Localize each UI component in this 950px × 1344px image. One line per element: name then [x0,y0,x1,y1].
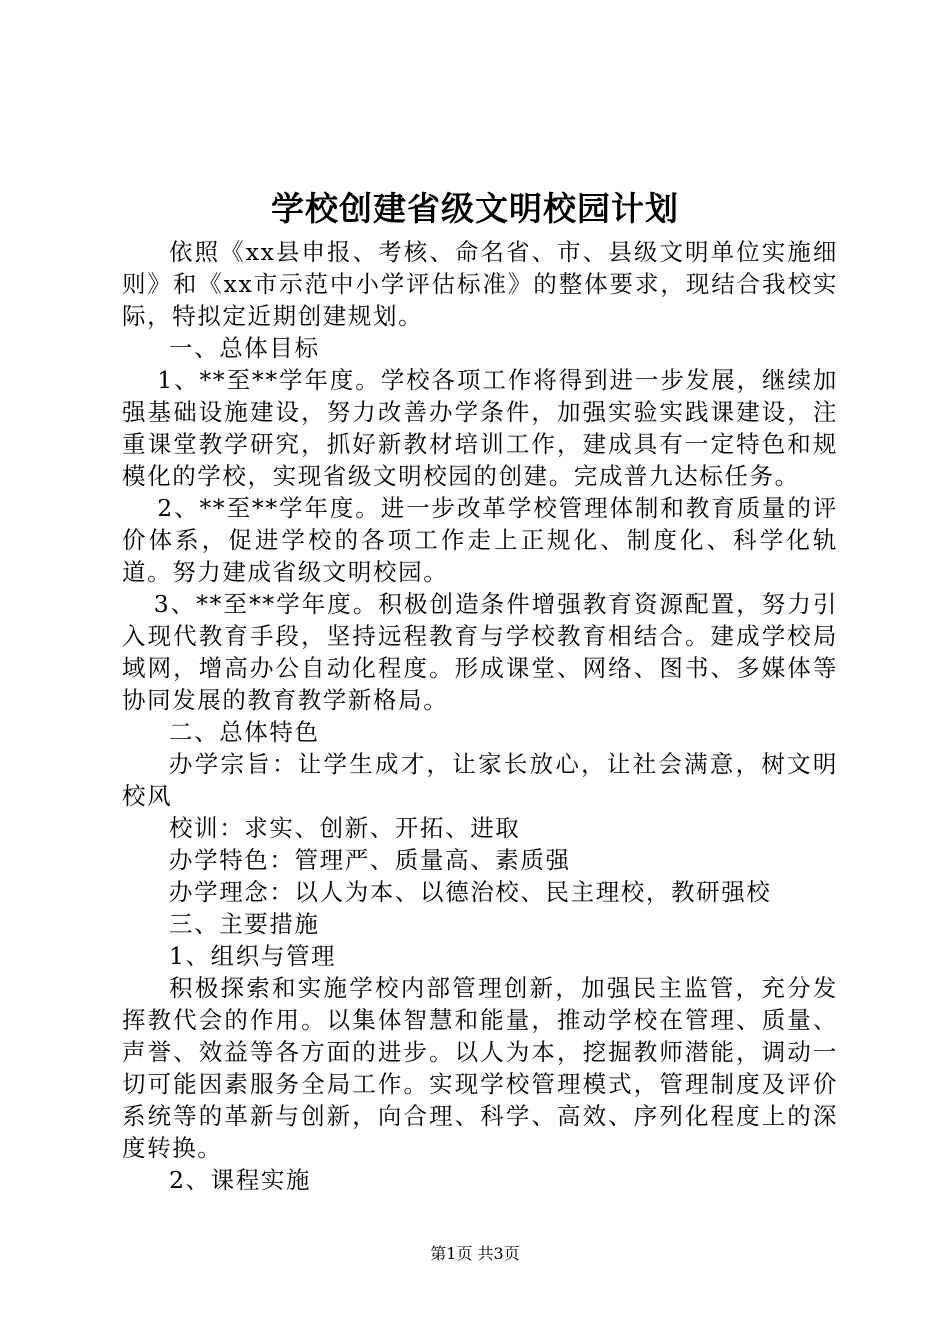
goal-paragraph-3: 3、**至**学年度。积极创造条件增强教育资源配置，努力引入现代教育手段，坚持远程教育与学校教育相结合。建成学校局域网，增高办公自动化程度。形成课堂、网络、图书、多媒体等协同发展的教育教学新格局。 [122,590,838,714]
feature-motto: 校训：求实、创新、开拓、进取 [169,814,521,842]
document-body [122,236,838,1196]
feature-mission: 办学宗旨：让学生成才，让家长放心，让社会满意，树文明校风 [122,750,838,810]
document-title: 学校创建省级文明校园计划 [271,189,679,228]
subsection-heading-curriculum: 2、课程实施 [169,1166,312,1194]
section-heading-features: 二、总体特色 [169,718,320,746]
goal-paragraph-1: 1、**至**学年度。学校各项工作将得到进一步发展，继续加强基础设施建设，努力改善办学条件，加强实验实践课建设，注重课堂教学研究，抓好新教材培训工作，建成具有一定特色和规模化的学校，实现省级文明校园的创建。完成普九达标任务。 [122,366,838,490]
goal-paragraph-2: 2、**至**学年度。进一步改革学校管理体制和教育质量的评价体系，促进学校的各项工作走上正规化、制度化、科学化轨道。努力建成省级文明校园。 [122,494,838,586]
section-heading-measures: 三、主要措施 [169,910,320,938]
page-footer: 第1页 共3页 [430,1244,520,1263]
section-heading-goals: 一、总体目标 [169,334,320,362]
intro-paragraph: 依照《xx县申报、考核、命名省、市、县级文明单位实施细则》和《xx市示范中小学评估标准》的整体要求，现结合我校实际，特拟定近期创建规划。 [122,238,838,330]
subsection-heading-organization: 1、组织与管理 [169,942,337,970]
feature-philosophy: 办学理念：以人为本、以德治校、民主理校，教研强校 [169,878,772,906]
organization-paragraph: 积极探索和实施学校内部管理创新，加强民主监管，充分发挥教代会的作用。以集体智慧和能量，推动学校在管理、质量、声誉、效益等各方面的进步。以人为本，挖掘教师潜能，调动一切可能因素服务全局工作。实现学校管理模式，管理制度及评价系统等的革新与创新，向合理、科学、高效、序列化程度上的深度转换。 [122,974,838,1162]
feature-characteristics: 办学特色：管理严、质量高、素质强 [169,846,571,874]
